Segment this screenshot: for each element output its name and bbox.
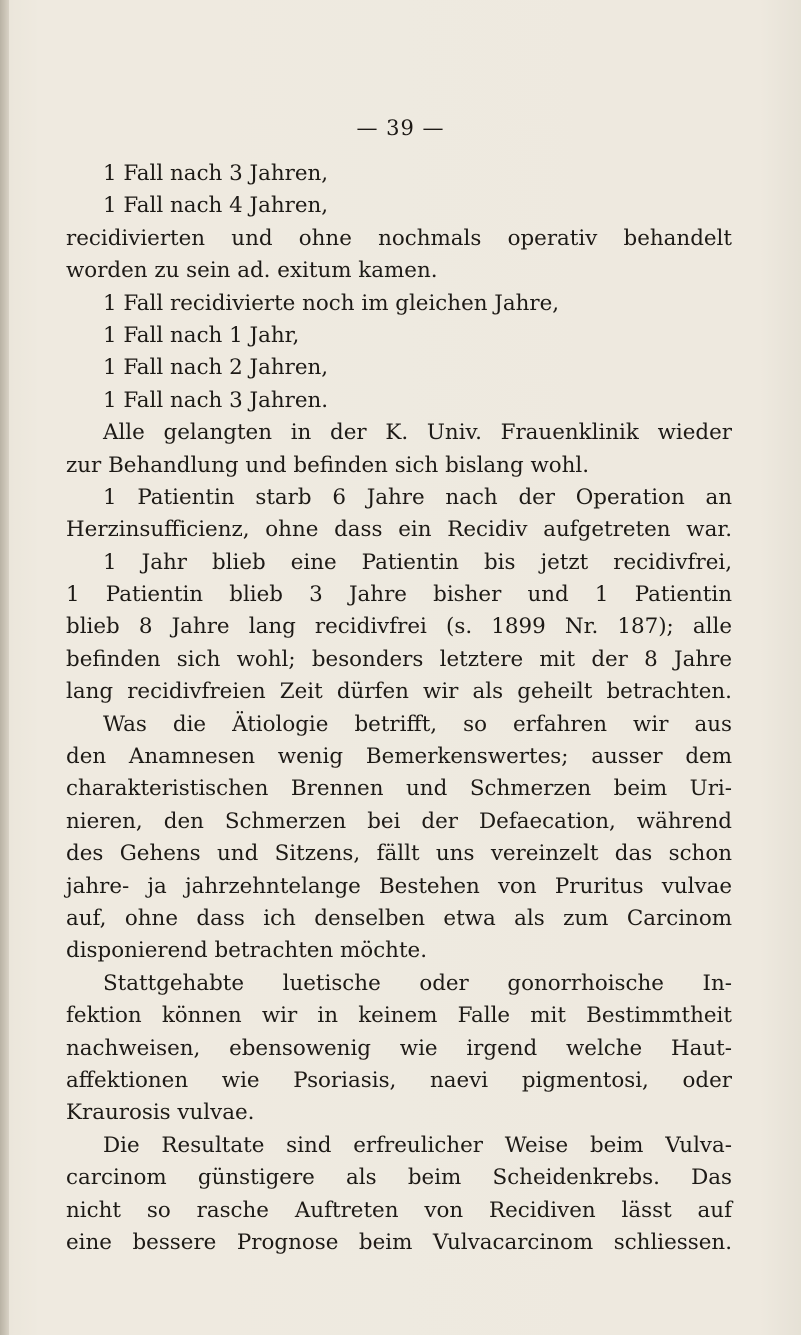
text-line: charakteristischen Brennen und Schmerzen beim Uri- — [66, 776, 732, 802]
text-line: Kraurosis vulvae. — [66, 1100, 255, 1126]
text-line: Die Resultate sind erfreulicher Weise beim Vulva- — [103, 1132, 732, 1158]
text-line: 1 Patientin starb 6 Jahre nach der Operation an — [103, 484, 732, 510]
text-line: fektion können wir in keinem Falle mit Bestimmtheit — [66, 1003, 732, 1029]
text-line: auf, ohne dass ich denselben etwa als zum Carcinom — [66, 905, 732, 931]
text-line: affektionen wie Psoriasis, naevi pigmentosi, oder — [66, 1067, 732, 1093]
text-line: zur Behandlung und befinden sich bislang wohl. — [66, 452, 590, 478]
text-line: recidivierten und ohne nochmals operativ behandelt — [66, 225, 732, 251]
text-line: nachweisen, ebensowenig wie irgend welche Haut- — [66, 1035, 732, 1061]
text-line: carcinom günstigere als beim Scheidenkrebs. Das — [66, 1165, 732, 1191]
text-line: den Anamnesen wenig Bemerkenswertes; ausser dem — [66, 744, 732, 770]
text-line: disponierend betrachten möchte. — [66, 938, 427, 964]
text-line: Was die Ätiologie betrifft, so erfahren wir aus — [103, 711, 732, 737]
text-line: Stattgehabte luetische oder gonorrhoische In- — [103, 970, 732, 996]
text-line: des Gehens und Sitzens, fällt uns vereinzelt das schon — [66, 841, 732, 867]
text-line: 1 Fall nach 3 Jahren. — [103, 387, 329, 413]
text-line: 1 Fall recidivierte noch im gleichen Jahre, — [103, 290, 560, 316]
text-line: jahre- ja jahrzehntelange Bestehen von Pruritus vulvae — [66, 873, 732, 899]
text-line: nicht so rasche Auftreten von Recidiven lässt auf — [66, 1197, 732, 1223]
text-line: befinden sich wohl; besonders letztere mit der 8 Jahre — [66, 646, 732, 672]
text-line: 1 Fall nach 1 Jahr, — [103, 322, 300, 348]
text-line: eine bessere Prognose beim Vulvacarcinom schliessen. — [66, 1229, 732, 1255]
text-line: 1 Fall nach 3 Jahren, — [103, 161, 329, 186]
text-line: 1 Patientin blieb 3 Jahre bisher und 1 Patientin — [66, 582, 732, 608]
text-line: Herzinsufficienz, ohne dass ein Recidiv aufgetreten war. — [66, 517, 732, 543]
text-line: blieb 8 Jahre lang recidivfrei (s. 1899 Nr. 187); alle — [66, 614, 732, 640]
body-text — [66, 158, 732, 1259]
text-line: Alle gelangten in der K. Univ. Frauenklinik wieder — [103, 420, 732, 446]
text-line: 1 Fall nach 4 Jahren, — [103, 193, 329, 219]
text-line: 1 Fall nach 2 Jahren, — [103, 355, 329, 381]
text-line: lang recidivfreien Zeit dürfen wir als geheilt betrachten. — [66, 679, 732, 705]
text-line: nieren, den Schmerzen bei der Defaecation, während — [66, 808, 732, 834]
text-line: worden zu sein ad. exitum kamen. — [66, 258, 438, 284]
text-line: 1 Jahr blieb eine Patientin bis jetzt recidivfrei, — [103, 549, 732, 575]
binding-edge — [0, 0, 9, 1335]
page-number: — 39 — — [356, 116, 445, 140]
